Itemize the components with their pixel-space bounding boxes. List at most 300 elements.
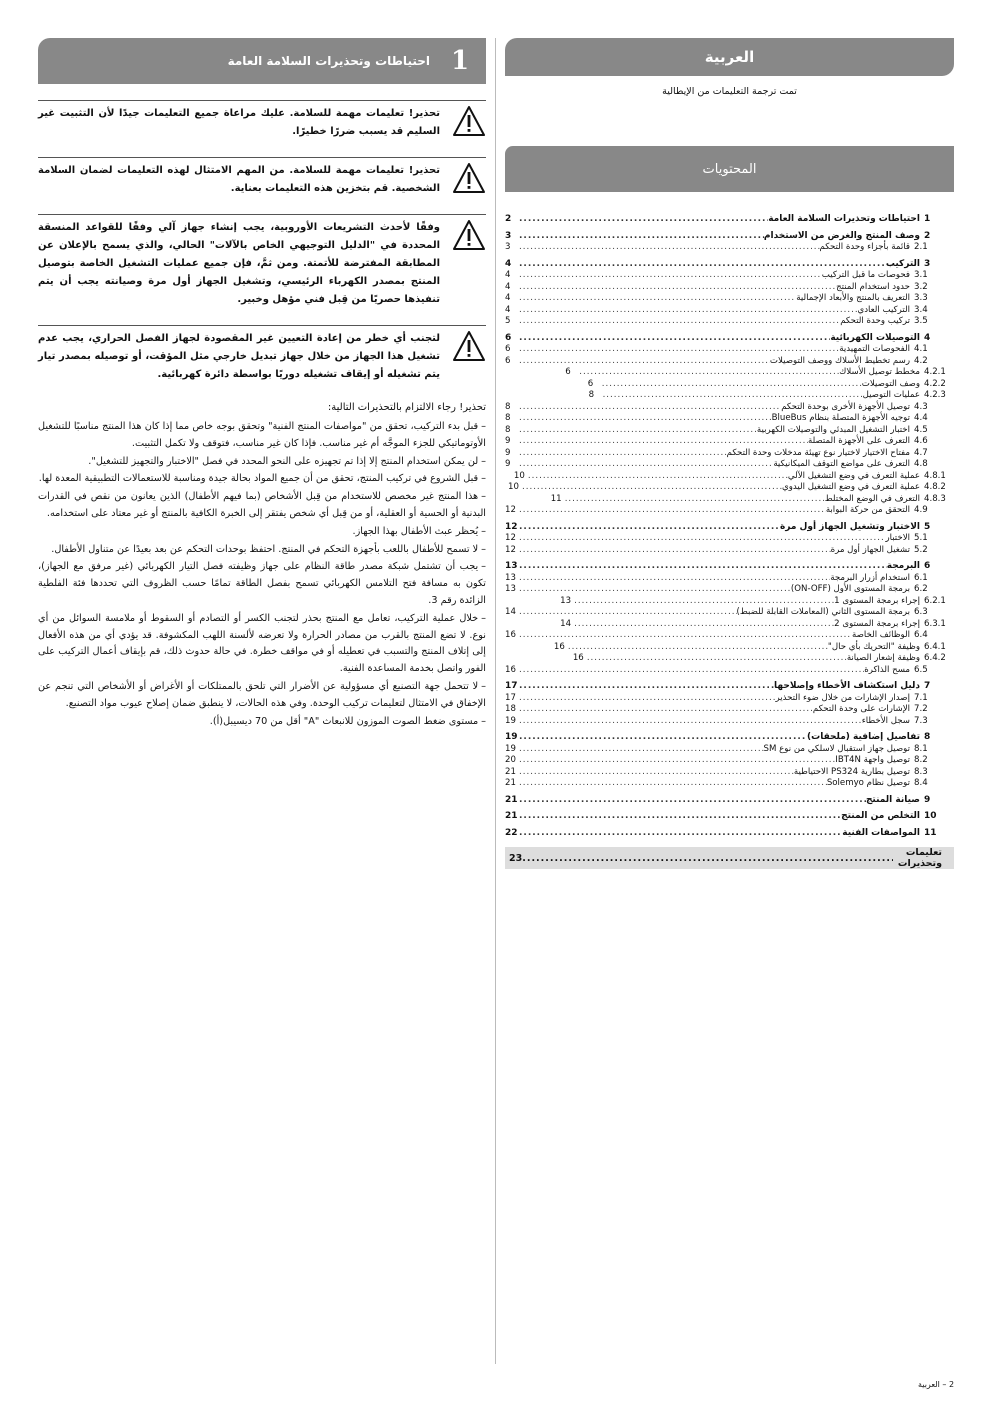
toc-entry-page: 12: [505, 533, 516, 543]
list-item-text: قبل بدء التركيب، تحقق من "مواصفات المنتج الفنية" وتحقق بوجه خاص مما إذا كان هذا المنتج مناسبًا للتشغيل الأوتوماتيكي للجزء الموجَّه أم غير مناسب. فإذا كان غير مناسب، فتوقف ولا تكمل التثبيت.: [38, 421, 486, 449]
toc-entry-number: 7.3: [914, 715, 928, 726]
toc-entry-number: 11: [924, 827, 937, 838]
toc-entry-number: 4: [924, 332, 931, 343]
toc-entry-number: 4.2: [914, 355, 928, 366]
toc-leader-dots: [519, 333, 830, 345]
toc-entry-page: 17: [505, 692, 516, 703]
toc-leader-dots: [519, 607, 737, 619]
toc-entry[interactable]: [505, 214, 954, 226]
toc-leader-dots: [519, 505, 826, 517]
toc-entry[interactable]: [505, 732, 954, 744]
list-item-text: يجب أن تشتمل شبكة مصدر طاقة النظام على جهاز وظيفته فصل التيار الكهربائي (غير مرفق مع الجهاز)، تكون به مسافة فتح التلامس الكهربائي تسمح بفصل الطاقة تمامًا حسب الظروف التي تحددها فئة الفلطية الزائدة رقم 3.: [38, 561, 486, 606]
toc-entry-title: الاختبار وتشغيل الجهاز أول مرة: [779, 521, 920, 532]
toc-entry[interactable]: [505, 607, 954, 619]
toc-final-entry[interactable]: [505, 847, 954, 869]
toc-entry-page: 11: [550, 493, 562, 504]
toc-entry-page: 3: [505, 242, 511, 252]
toc-entry-number: 1: [924, 214, 931, 224]
toc-entry-number: 3: [924, 258, 931, 269]
toc-entry-title: صيانة المنتج: [865, 794, 920, 805]
toc-leader-dots: [519, 316, 840, 328]
toc-entry-number: 4.8: [914, 459, 928, 469]
toc-entry-page: 16: [572, 653, 584, 663]
toc-leader-dots: [519, 305, 857, 317]
toc-entry-page: 13: [560, 595, 572, 606]
toc-leader-dots: [519, 693, 775, 705]
toc-entry[interactable]: [505, 482, 954, 494]
list-item-text: قبل الشروع في تركيب المنتج، تحقق من أن جميع المواد بحالة جيدة ومناسبة للاستعمالات التطبيقية المعدة لها.: [38, 473, 479, 485]
toc-entry-page: 19: [505, 732, 518, 742]
toc-entry-page: 13: [505, 584, 516, 594]
warnings-list: [38, 100, 486, 384]
toc-entry-number: 4.3: [914, 401, 928, 412]
toc-entry-title: التخلص من المنتج: [841, 811, 920, 821]
toc-entry-number: 4.6: [914, 436, 928, 446]
toc-entry-page: 4: [505, 270, 511, 280]
toc-entry-page: 8: [505, 401, 511, 412]
toc-entry-title: توصيل واجهة IBT4N: [835, 755, 910, 765]
toc-entry-title: مفتاح الاختيار لاختيار نوع تهيئة مدخلات وحدة التحكم: [726, 447, 910, 458]
toc-entry[interactable]: [505, 630, 954, 642]
toc-leader-dots: [519, 681, 774, 693]
toc-leader-dots: [522, 482, 782, 494]
toc-leader-dots: [603, 390, 863, 402]
toc-entry-page: 19: [505, 743, 516, 754]
toc-entry-number: 6.2.1: [924, 595, 946, 606]
toc-entry-title: تشغيل الجهاز أول مرة: [830, 544, 910, 555]
toc-entry-title: فحوصات ما قبل التركيب: [821, 270, 910, 280]
warning-triangle-icon: [452, 219, 486, 254]
toc-entry-number: 6: [924, 561, 931, 571]
toc-entry-title: التعرف على مواضع التوقف الميكانيكية: [773, 459, 910, 469]
toc-entry-page: 12: [505, 544, 516, 555]
toc-entry[interactable]: [505, 282, 954, 294]
toc-entry-title: البرمجة: [886, 561, 920, 571]
toc-entry-page: 21: [505, 778, 516, 788]
toc-entry-page: 10: [513, 470, 525, 481]
toc-leader-dots: [519, 270, 822, 282]
toc-leader-dots: [522, 853, 892, 864]
toc-entry-number: 7.2: [914, 704, 928, 714]
toc-entry-title: استخدام أزرار البرمجة: [830, 572, 910, 583]
toc-entry-title: احتياطات وتحذيرات السلامة العامة: [768, 214, 920, 224]
toc-entry[interactable]: [505, 665, 954, 677]
toc-entry-number: 8.3: [914, 766, 928, 777]
toc-entry-title: سجل الأخطاء: [861, 715, 910, 726]
toc-leader-dots: [519, 533, 885, 545]
toc-entry-number: 5.1: [914, 533, 928, 543]
toc-leader-dots: [602, 379, 862, 391]
warning-block: [38, 325, 486, 384]
toc-entry[interactable]: [505, 293, 954, 305]
toc-entry-page: 4: [505, 304, 511, 315]
toc-leader-dots: [519, 828, 842, 840]
toc-leader-dots: [519, 767, 794, 779]
toc-entry-number: 4.4: [914, 413, 928, 423]
warning-triangle-icon: [452, 162, 486, 197]
toc-leader-dots: [519, 573, 830, 585]
list-item-text: لا تسمح للأطفال باللعب بأجهزة التحكم في المنتج. احتفظ بوحدات التحكم عن بعد بعيدًا عن متناول الأطفال.: [51, 543, 479, 555]
toc-entry-title: التركيب العادي: [857, 304, 910, 315]
toc-entry-page: 6: [505, 332, 512, 343]
toc-entry-page: 14: [560, 618, 572, 629]
toc-leader-dots: [519, 448, 727, 460]
please-observe-heading: تحذير! رجاء الالتزام بالتحذيرات التالية:: [327, 402, 486, 413]
toc-entry[interactable]: [505, 231, 954, 243]
toc-entry-page: 8: [588, 390, 595, 400]
warning-block: [38, 100, 486, 141]
toc-entry[interactable]: [505, 402, 954, 414]
toc-entry-title: إجراء برمجة المستوى 2: [834, 618, 920, 629]
toc-entry[interactable]: [505, 545, 954, 557]
toc-entry-title: توصيل نظام Solemyo: [826, 778, 910, 788]
toc-entry[interactable]: [505, 379, 954, 391]
toc-entry-title: التعرف على الأجهزة المتصلة: [807, 436, 910, 446]
toc-entry-number: 3.5: [914, 316, 928, 326]
toc-entry-page: 6: [505, 355, 511, 366]
toc-leader-dots: [519, 811, 841, 823]
toc-entry-page: 6: [505, 344, 511, 354]
toc-entry[interactable]: [505, 522, 954, 534]
toc-entry-title: التعريف بالمنتج والأبعاد الإجمالية: [796, 293, 910, 303]
toc-leader-dots: [519, 436, 808, 448]
toc-entry-page: 21: [505, 811, 518, 821]
toc-leader-dots: [519, 259, 886, 271]
toc-entry-title: مخطط توصيل الأسلاك: [839, 367, 920, 377]
toc-entry-number: 8.2: [914, 755, 928, 765]
toc-entry[interactable]: [505, 242, 954, 254]
toc-entry-title: برمجة المستوى الأول (ON-OFF): [790, 584, 910, 594]
list-item: [38, 454, 486, 471]
list-item: [38, 679, 486, 713]
toc-entry-page: 9: [505, 436, 511, 446]
toc-entry-title: قائمة بأجزاء وحدة التحكم: [819, 242, 910, 252]
dash-icon: –: [481, 543, 486, 555]
list-item: [38, 489, 486, 523]
toc-leader-dots: [519, 665, 864, 677]
list-item: [38, 559, 486, 609]
toc-leader-dots: [519, 716, 862, 728]
toc-entry-number: 6.4.2: [924, 653, 946, 663]
toc-entry[interactable]: [505, 356, 954, 368]
toc-entry[interactable]: [505, 811, 954, 823]
toc-leader-dots: [574, 596, 834, 608]
toc-entry-number: 4.8.2: [924, 482, 946, 492]
table-of-contents: [505, 214, 954, 839]
toc-leader-dots: [574, 619, 834, 631]
toc-entry-page: 20: [505, 755, 516, 765]
toc-entry[interactable]: [505, 344, 954, 356]
toc-entry-number: 5.2: [914, 544, 928, 555]
list-item: [38, 471, 486, 488]
toc-entry-title: الفحوصات التمهيدية: [839, 344, 910, 354]
toc-entry[interactable]: [505, 413, 954, 425]
toc-entry[interactable]: [505, 494, 954, 506]
translation-note: تمت ترجمة التعليمات من الإيطالية: [662, 86, 797, 97]
toc-final-title: تعليمات وتحذيرات: [897, 847, 942, 869]
toc-entry[interactable]: [505, 573, 954, 585]
toc-entry-number: 4.1: [914, 344, 928, 354]
bullet-list: [38, 419, 486, 730]
toc-entry[interactable]: [505, 778, 954, 790]
toc-entry-page: 19: [505, 715, 516, 726]
toc-leader-dots: [519, 795, 866, 807]
toc-entry-number: 4.2.2: [924, 378, 946, 389]
toc-entry[interactable]: [505, 471, 954, 483]
toc-entry-page: 4: [505, 258, 512, 269]
toc-entry-page: 2: [505, 214, 512, 224]
toc-entry-number: 8.1: [914, 743, 928, 754]
toc-entry-number: 2: [924, 230, 931, 241]
toc-entry-title: التركيب: [885, 258, 920, 269]
toc-entry-page: 4: [505, 281, 511, 292]
toc-entry-page: 13: [505, 572, 516, 583]
warning-text: لتجنب أي خطر من إعادة التعيين غير المقصودة لجهاز الفصل الحراري، يجب عدم تشغيل هذا الجهاز من خلال جهاز تبديل خارجي مثل المؤقت، أو توصيله بمصدر تيار يتم تشغيله أو إيقاف تشغيله دوريًا بواسطة دائرة كهربائية.: [38, 333, 440, 380]
toc-entry-title: توصيل الأجهزة الأخرى بوحدة التحكم: [781, 401, 910, 412]
list-item: [38, 419, 486, 453]
toc-entry-title: اختبار التشغيل المبدئي والتوصيلات الكهربية: [756, 424, 910, 435]
list-item-text: هذا المنتج غير مخصص للاستخدام من قِبل الأشخاص (بما فيهم الأطفال) الذين يعانون من نقص في القدرات البدنية أو الحسية أو العقلية، أو من قِبل أي شخص يفتقر إلى الخبرة الكافية بالمنتج أو غير معتاد على استخدامه.: [38, 491, 486, 519]
toc-leader-dots: [519, 545, 831, 557]
toc-entry-title: وظيفة إشعار الصيانة: [846, 653, 920, 663]
toc-entry-title: إصدار الإشارات من خلال ضوء التحذير: [775, 692, 910, 703]
toc-entry-page: 9: [505, 447, 511, 458]
toc-entry-number: 6.2: [914, 584, 928, 594]
toc-entry-number: 4.9: [914, 505, 928, 515]
toc-leader-dots: [519, 778, 827, 790]
toc-leader-dots: [519, 356, 770, 368]
toc-entry[interactable]: [505, 333, 954, 345]
toc-entry-page: 9: [505, 459, 511, 469]
toc-entry-number: 6.4.1: [924, 641, 946, 652]
toc-entry-page: 21: [505, 766, 516, 777]
toc-final-page: 23: [509, 852, 523, 864]
toc-entry[interactable]: [505, 316, 954, 328]
toc-entry-page: 5: [505, 316, 511, 326]
toc-entry-number: 6.3: [914, 607, 928, 617]
toc-entry[interactable]: [505, 828, 954, 840]
toc-entry-page: 4: [505, 293, 511, 303]
dash-icon: –: [481, 715, 486, 727]
toc-entry[interactable]: [505, 716, 954, 728]
toc-entry-number: 6.3.1: [924, 618, 946, 629]
toc-entry-number: 3.4: [914, 304, 928, 315]
toc-entry-page: 17: [505, 681, 518, 691]
toc-entry-title: إجراء برمجة المستوى 1: [834, 595, 920, 606]
list-item: [38, 524, 486, 541]
toc-entry-number: 4.5: [914, 424, 928, 435]
toc-leader-dots: [519, 425, 757, 437]
list-item: [38, 542, 486, 559]
dash-icon: –: [481, 473, 486, 485]
toc-entry-number: 7: [924, 681, 931, 691]
toc-entry-number: 6.4: [914, 630, 928, 640]
toc-entry-number: 2.1: [914, 242, 928, 252]
toc-entry-number: 4.7: [914, 447, 928, 458]
toc-leader-dots: [519, 459, 773, 471]
toc-entry-title: مسح الذاكرة: [864, 664, 910, 675]
toc-entry-title: دليل استكشاف الأخطاء وإصلاحها: [774, 681, 920, 691]
toc-entry-page: 8: [505, 413, 511, 423]
toc-entry-page: 16: [505, 664, 516, 675]
toc-entry-page: 22: [505, 827, 518, 838]
toc-leader-dots: [519, 630, 852, 642]
toc-entry-page: 13: [505, 561, 518, 571]
toc-entry[interactable]: [505, 653, 954, 665]
toc-leader-dots: [519, 282, 836, 294]
list-item-text: خلال عملية التركيب، تعامل مع المنتج بحذر لتجنب الكسر أو التصادم أو السقوط أو ملامسة السوائل من أي نوع. لا تضع المنتج بالقرب من مصادر الحرارة ولا تعرضه لألسنة اللهب المكشوفة. قد يؤدي أي من هذه الأفعال إلى إتلاف المنتج والتسبب في تعطيله أو في مواقف خطرة. في حالة حدوث ذلك، قم بإيقاف أعمال التركيب على الفور واتصل بخدمة المساعدة الفنية.: [38, 612, 486, 675]
toc-leader-dots: [519, 704, 813, 716]
toc-entry-page: 12: [505, 505, 516, 515]
toc-entry[interactable]: [505, 596, 954, 608]
list-item: [38, 611, 486, 678]
toc-entry[interactable]: [505, 561, 954, 573]
toc-entry-number: 4.2.3: [924, 390, 946, 400]
toc-entry-number: 6.1: [914, 572, 928, 583]
warning-block: [38, 157, 486, 198]
toc-leader-dots: [519, 242, 820, 254]
toc-entry-page: 12: [505, 521, 518, 532]
toc-entry[interactable]: [505, 425, 954, 437]
toc-entry[interactable]: [505, 744, 954, 756]
toc-leader-dots: [519, 755, 835, 767]
toc-entry-number: 5: [924, 521, 931, 532]
toc-entry-title: الإشارات على وحدة التحكم: [812, 704, 910, 714]
toc-entry-number: 8.4: [914, 778, 928, 788]
toc-entry[interactable]: [505, 436, 954, 448]
toc-entry[interactable]: [505, 693, 954, 705]
toc-entry-page: 16: [505, 630, 516, 640]
toc-entry-page: 21: [505, 794, 518, 805]
toc-entry[interactable]: [505, 505, 954, 517]
toc-entry-title: توصيل جهاز استقبال لاسلكي من نوع SM: [763, 743, 910, 754]
list-item-text: لن يمكن استخدام المنتج إلا إذا تم تجهيزه على النحو المحدد في فصل "الاختبار والتجهيز للتشغيل".: [88, 455, 479, 467]
toc-entry[interactable]: [505, 533, 954, 545]
safety-column: [38, 38, 486, 731]
toc-entry[interactable]: [505, 367, 954, 379]
toc-leader-dots: [587, 653, 847, 665]
warning-block: [38, 214, 486, 309]
toc-entry-page: 3: [505, 230, 512, 241]
dash-icon: –: [481, 455, 486, 467]
toc-entry-title: تفاصيل إضافية (ملحقات): [807, 732, 920, 742]
toc-entry-title: توجيه الأجهزة المتصلة بنظام BlueBus: [771, 413, 910, 423]
warning-text: تحذير! تعليمات مهمة للسلامة. من المهم الامتثال لهذه التعليمات لضمان السلامة الشخصية. قم بتخزين هذه التعليمات بعناية.: [38, 165, 440, 194]
toc-leader-dots: [519, 214, 768, 226]
toc-entry-title: عملية التعرف في وضع التشغيل اليدوي: [782, 482, 920, 492]
toc-entry-number: 8: [924, 732, 931, 742]
toc-entry-title: التوصيلات الكهربائية: [830, 332, 920, 343]
contents-banner: المحتويات: [505, 146, 954, 192]
toc-entry-title: التعرف في الوضع المختلط: [824, 493, 920, 504]
toc-entry-title: عمليات التوصيل: [862, 390, 920, 400]
toc-entry-number: 7.1: [914, 692, 928, 703]
toc-entry[interactable]: [505, 448, 954, 460]
toc-leader-dots: [519, 293, 796, 305]
warning-text: تحذير! تعليمات مهمة للسلامة. عليك مراعاة جميع التعليمات جيدًا لأن التثبيت غير السليم قد يسبب ضررًا خطيرًا.: [38, 108, 440, 137]
dash-icon: –: [481, 680, 486, 692]
toc-entry-page: 16: [553, 641, 565, 652]
toc-entry-number: 3.3: [914, 293, 928, 303]
toc-entry-page: 14: [505, 607, 516, 617]
toc-entry[interactable]: [505, 259, 954, 271]
toc-entry-number: 10: [924, 811, 937, 821]
toc-entry[interactable]: [505, 270, 954, 282]
dash-icon: –: [481, 525, 486, 537]
list-item: [38, 714, 486, 731]
dash-icon: –: [481, 561, 486, 573]
toc-entry-number: 3.2: [914, 281, 928, 292]
toc-leader-dots: [519, 744, 764, 756]
contents-column: [505, 38, 954, 869]
section-number: 1: [450, 46, 470, 76]
toc-entry[interactable]: [505, 704, 954, 716]
toc-entry-page: 18: [505, 704, 516, 714]
toc-entry[interactable]: [505, 795, 954, 807]
toc-entry-number: 3.1: [914, 270, 928, 280]
toc-entry-title: توصيل بطارية PS324 الاحتياطية: [793, 766, 910, 777]
toc-entry-page: 10: [508, 482, 519, 492]
toc-entry[interactable]: [505, 390, 954, 402]
toc-entry[interactable]: [505, 459, 954, 471]
toc-entry-title: رسم تخطيط الأسلاك ووصف التوصيلات: [769, 355, 910, 366]
warning-triangle-icon: [452, 330, 486, 365]
warning-text: وفقًا لأحدث التشريعات الأوروبية، يجب إنشاء جهاز آلي وفقًا للقواعد المنسقة المحددة في "الدليل التوجيهي الخاص بالآلات" الحالي، والذي يسمح بالإعلان عن المطابقة المفترضة للأتمتة. ومن ثمَّ، فإن جميع عمليات التشغيل الخاصة بتوصيل المنتج بمصدر الكهرباء الرئيسي، وتشغيل الجهاز أول مرة وصيانته يجب أن يتم تنفيذها حصريًا من قِبل فني مؤهل وخبير.: [38, 222, 440, 305]
list-item-text: لا تتحمل جهة التصنيع أي مسؤولية عن الأضرار التي تلحق بالممتلكات أو الأغراض أو الأشخاص التي تنجم عن الإخفاق في الامتثال لتعليمات تركيب الوحدة. وفي هذه الحالات، لا ينطبق ضمان إصلاح عيوب مواد التصنيع.: [38, 680, 486, 709]
toc-leader-dots: [519, 231, 764, 243]
toc-entry-title: المواصفات الفنية: [842, 827, 920, 838]
toc-entry-title: وظيفة "التحريك بأي حال": [827, 641, 920, 652]
toc-entry-title: برمجة المستوى الثاني (المعاملات القابلة للضبط): [736, 607, 910, 617]
toc-leader-dots: [519, 522, 780, 534]
toc-entry-title: الاختبار: [885, 533, 910, 543]
list-item-text: مستوى ضغط الصوت الموزون للانبعاث "A" أقل من 70 ديسيبل(أ).: [209, 715, 479, 727]
toc-entry[interactable]: [505, 584, 954, 596]
toc-entry[interactable]: [505, 305, 954, 317]
toc-leader-dots: [519, 344, 839, 356]
dash-icon: –: [481, 421, 486, 432]
toc-entry-number: 6.5: [914, 664, 928, 675]
toc-leader-dots: [519, 561, 887, 573]
toc-entry[interactable]: [505, 755, 954, 767]
toc-entry-page: 6: [565, 367, 571, 377]
toc-entry-number: 4.2.1: [924, 367, 946, 377]
toc-leader-dots: [519, 584, 791, 596]
toc-entry-title: وصف المنتج والغرض من الاستخدام: [763, 230, 920, 241]
toc-entry-number: 9: [924, 794, 931, 805]
language-banner: العربية: [505, 38, 954, 76]
column-divider: [495, 38, 496, 1364]
toc-entry-title: التحقق من حركة البوابة: [825, 505, 910, 515]
toc-leader-dots: [568, 642, 828, 654]
list-item-text: يُحظر عبث الأطفال بهذا الجهاز.: [352, 525, 479, 537]
dash-icon: –: [481, 491, 486, 503]
toc-entry-number: 4.8.3: [924, 493, 946, 504]
toc-leader-dots: [519, 413, 772, 425]
toc-entry[interactable]: [505, 642, 954, 654]
page-footer: 2 – العربية: [918, 1380, 955, 1389]
warning-triangle-icon: [452, 105, 486, 140]
toc-entry-title: وصف التوصيلات: [861, 378, 920, 389]
dash-icon: –: [481, 612, 486, 624]
toc-entry-number: 4.8.1: [924, 470, 946, 481]
section-title: احتياطات وتحذيرات السلامة العامة: [227, 54, 430, 68]
toc-leader-dots: [565, 494, 825, 506]
toc-entry[interactable]: [505, 619, 954, 631]
toc-entry[interactable]: [505, 767, 954, 779]
toc-leader-dots: [519, 402, 781, 414]
toc-entry[interactable]: [505, 681, 954, 693]
